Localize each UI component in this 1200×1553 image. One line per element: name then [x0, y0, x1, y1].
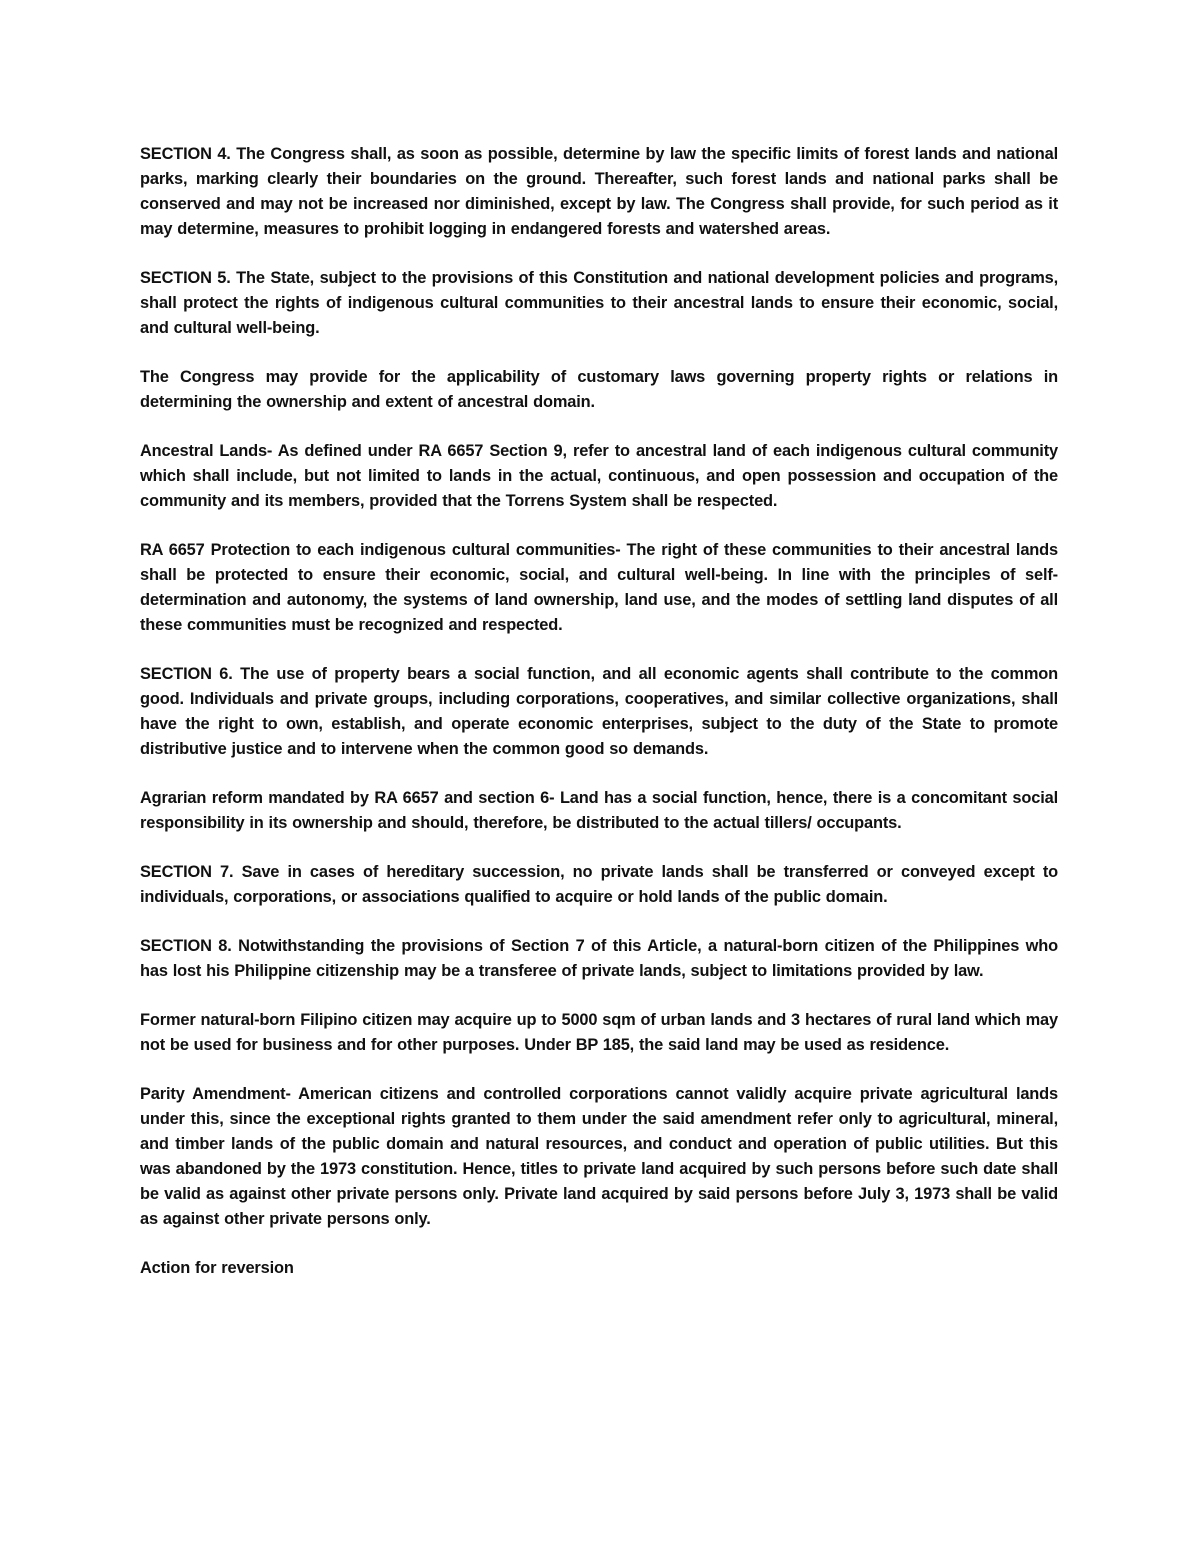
ancestral-lands-paragraph: Ancestral Lands- As defined under RA 6657 Section 9, refer to ancestral land of each indigenous cultural community which shall include, but not limited to lands in the actual, continuous, and open possession and occupation of the community and its members, provided that the Torrens System shall be respected.: [140, 442, 1058, 510]
section-8-paragraph: SECTION 8. Notwithstanding the provisions of Section 7 of this Article, a natural-born citizen of the Philippines who has lost his Philippine citizenship may be a transferee of private lands, subject to limitations provided by law.: [140, 937, 1058, 980]
document-body: [140, 142, 1058, 1281]
section-6-paragraph: SECTION 6. The use of property bears a social function, and all economic agents shall contribute to the common good. Individuals and private groups, including corporations, cooperatives, and similar collective organizations, shall have the right to own, establish, and operate economic enterprises, subject to the duty of the State to promote distributive justice and to intervene when the common good so demands.: [140, 665, 1058, 758]
parity-amendment-paragraph: Parity Amendment- American citizens and controlled corporations cannot validly acquire private agricultural lands under this, since the exceptional rights granted to them under the said amendment refer only to agricultural, mineral, and timber lands of the public domain and natural resources, and conduct and operation of public utilities. But this was abandoned by the 1973 constitution. Hence, titles to private land acquired by such persons before such date shall be valid as against other private persons only. Private land acquired by said persons before July 3, 1973 shall be valid as against other private persons only.: [140, 1085, 1058, 1228]
action-for-reversion-heading: Action for reversion: [140, 1259, 294, 1277]
agrarian-reform-paragraph: Agrarian reform mandated by RA 6657 and section 6- Land has a social function, hence, there is a concomitant social responsibility in its ownership and should, therefore, be distributed to the actual tillers/ occupants.: [140, 789, 1058, 832]
section-7-paragraph: SECTION 7. Save in cases of hereditary succession, no private lands shall be transferred or conveyed except to individuals, corporations, or associations qualified to acquire or hold lands of the public domain.: [140, 863, 1058, 906]
former-citizen-paragraph: Former natural-born Filipino citizen may acquire up to 5000 sqm of urban lands and 3 hectares of rural land which may not be used for business and for other purposes. Under BP 185, the said land may be used as residence.: [140, 1011, 1058, 1054]
section-4-paragraph: SECTION 4. The Congress shall, as soon as possible, determine by law the specific limits of forest lands and national parks, marking clearly their boundaries on the ground. Thereafter, such forest lands and national parks shall be conserved and may not be increased nor diminished, except by law. The Congress shall provide, for such period as it may determine, measures to prohibit logging in endangered forests and watershed areas.: [140, 145, 1058, 238]
ra-6657-protection-paragraph: RA 6657 Protection to each indigenous cultural communities- The right of these communities to their ancestral lands shall be protected to ensure their economic, social, and cultural well-being. In line with the principles of self-determination and autonomy, the systems of land ownership, land use, and the modes of settling land disputes of all these communities must be recognized and respected.: [140, 541, 1058, 634]
customary-laws-paragraph: The Congress may provide for the applicability of customary laws governing property rights or relations in determining the ownership and extent of ancestral domain.: [140, 368, 1058, 411]
section-5-paragraph: SECTION 5. The State, subject to the provisions of this Constitution and national development policies and programs, shall protect the rights of indigenous cultural communities to their ancestral lands to ensure their economic, social, and cultural well-being.: [140, 269, 1058, 337]
